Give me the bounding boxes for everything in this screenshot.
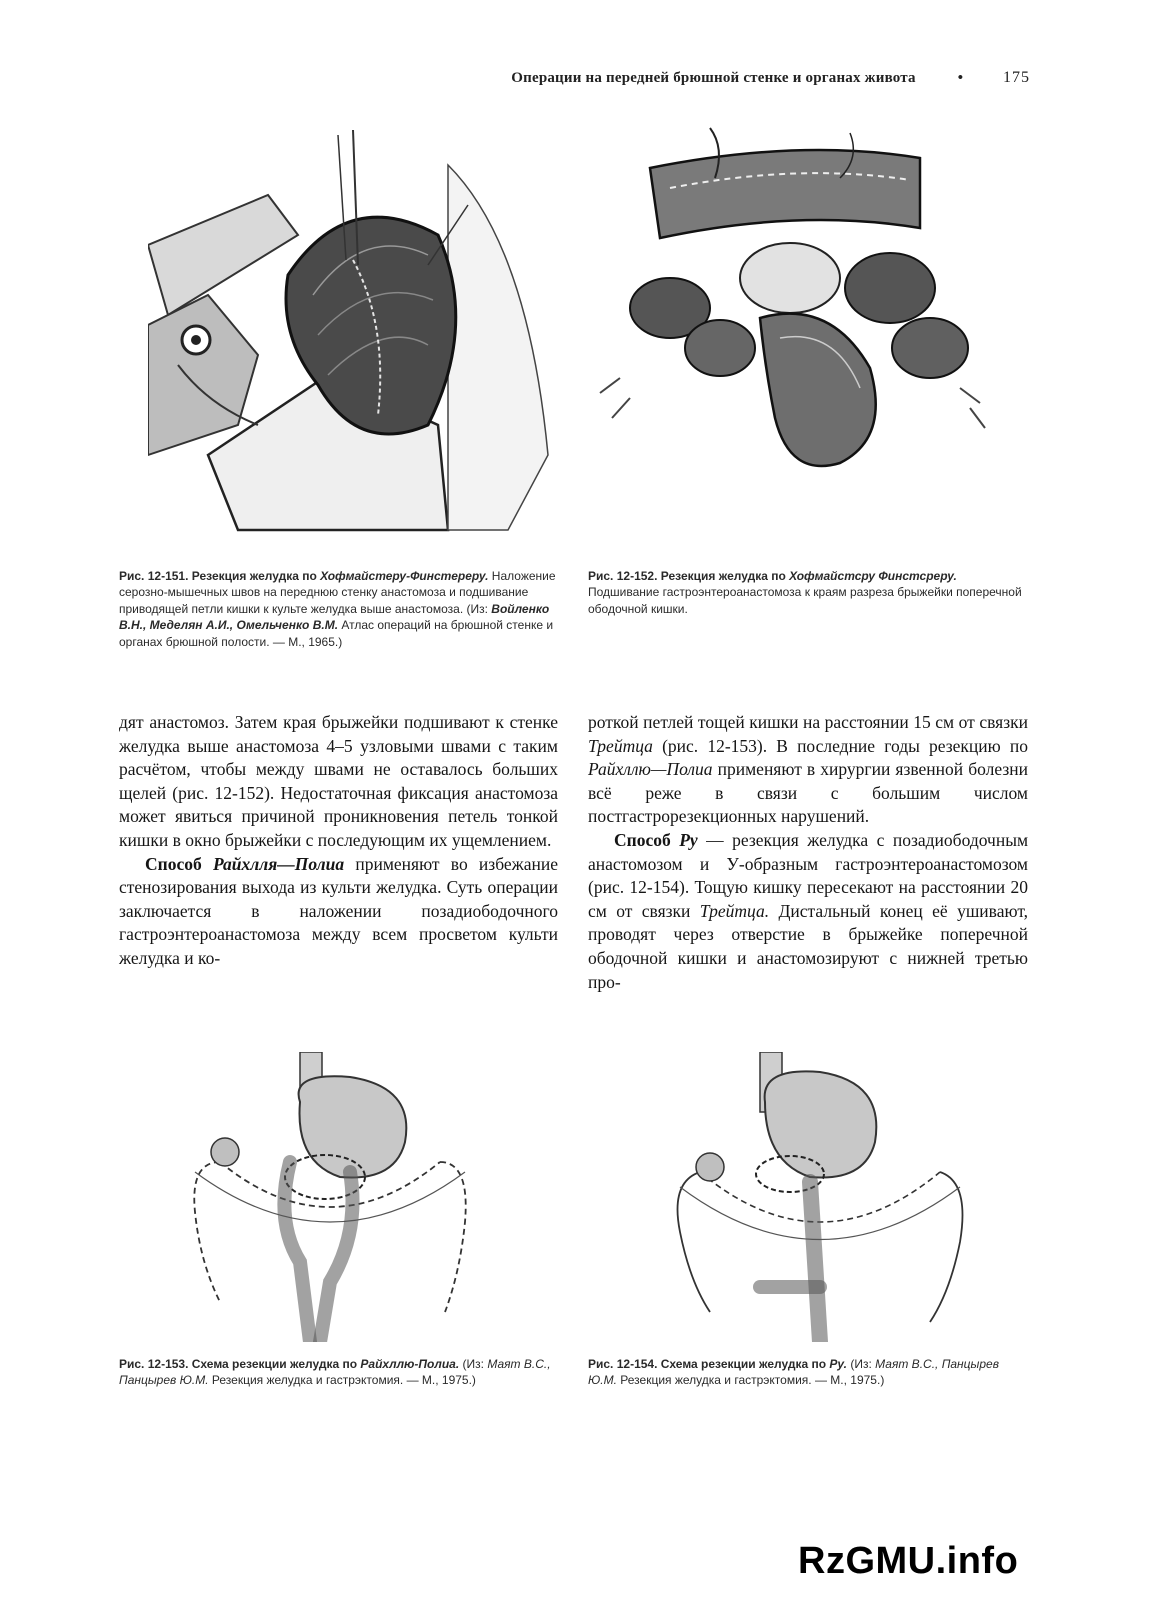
site-watermark: RzGMU.info [798, 1540, 1019, 1582]
caption-title: Резекция желудка по [191, 569, 317, 583]
caption-text: Подшивание гастроэнтероанастомоза к краям разреза брыжейки поперечной ободочной кишки. [588, 585, 1022, 616]
caption-text: (Из: [462, 1357, 484, 1371]
right-paragraph-1-text-a: роткой петлей тощей кишки на расстоянии 15 см от связки [588, 712, 1028, 732]
caption-title: Резекция желудка по [660, 569, 786, 583]
ligament-name: Трейтца. [699, 900, 770, 921]
caption-text-source: Резекция желудка и гастрэктомия. — М., 1975.) [211, 1373, 476, 1388]
method-lead: Способ [145, 853, 202, 874]
left-text-column [119, 711, 558, 971]
page-number: 175 [1003, 69, 1030, 86]
right-paragraph-2-text-a: — резекция желудка с позадиободочным анастомозом и У-образным гастроэнтероанастомозом (рис. 12-154). Тощую кишку пересекают на расстоянии 20 см от связки [588, 829, 1029, 921]
right-paragraph-2-text-b: Дистальный конец её ушивают, проводят через отверстие в брыжейке поперечной ободочной кишки и анастомозируют с нижней третью про- [588, 900, 1029, 992]
method-name-inline: Райхллю—Полиа [588, 759, 713, 780]
caption-title-italic: Хофмайстсру Финстсреру. [789, 569, 957, 583]
figure-12-151-illustration [148, 125, 558, 535]
right-text-column [588, 711, 1028, 994]
caption-title-italic: Хофмайстеру-Финстереру. [320, 569, 489, 583]
figure-12-154-diagram [670, 1052, 970, 1342]
method-lead: Способ [614, 829, 671, 850]
caption-title-italic: Ру. [829, 1357, 847, 1371]
figure-12-154-caption [588, 1356, 1028, 1389]
caption-title: Схема резекции желудка по [191, 1357, 358, 1371]
caption-label: Рис. 12-154. [588, 1357, 658, 1371]
right-paragraph-1 [588, 711, 1028, 829]
left-paragraph-1: дят анастомоз. Затем края брыжейки подшивают к стенке желудка выше анастомоза 4–5 узловыми швами с таким расчётом, чтобы между швами не оставалось больших щелей (рис. 12-152). Недостаточная фиксация анастомоза может явиться причиной проникновения петель тонкой кишки в окно брыжейки с последующим их ущемлением. [119, 712, 558, 850]
caption-text: Наложение серозно-мышечных швов на переднюю стенку анастомоза и подшивание приводящей петли кишки к культе желудка выше анастомоза. (Из: [119, 569, 556, 616]
ligament-name: Трейтца [588, 735, 653, 756]
right-paragraph-1-text-c: применяют в хирургии язвенной болезни всё реже в связи с большим числом постгастрорезекционных нарушений. [588, 759, 1028, 827]
caption-authors: Маят В.С., Панцырев Ю.М. [588, 1357, 999, 1388]
caption-label: Рис. 12-153. [119, 1357, 189, 1371]
caption-authors: Войленко В.Н., Меделян А.И., Омельченко В.М. [119, 601, 550, 633]
running-header-title: Операции на передней брюшной стенке и органах живота [511, 69, 916, 86]
right-paragraph-2 [588, 829, 1028, 994]
figure-12-152-illustration [590, 118, 1010, 498]
caption-title-italic: Райхллю-Полиа. [360, 1357, 460, 1371]
left-paragraph-2-text: применяют во избежание стенозирования выхода из культи желудка. Суть операции заключается в наложении позадиободочного гастроэнтероанастомоза между всем просветом культи желудка и ко- [119, 853, 558, 968]
left-paragraph-2 [119, 853, 558, 971]
caption-text: (Из: [850, 1357, 872, 1371]
header-bullet: • [957, 69, 963, 86]
method-name: Райхлля—Полиа [212, 853, 345, 874]
caption-text-source: Атлас операций на брюшной стенке и органах брюшной полости. — М., 1965.) [119, 618, 554, 649]
figure-12-153-diagram [180, 1052, 480, 1342]
running-header [430, 66, 1030, 90]
figure-12-152-caption [588, 568, 1028, 617]
caption-text-source: Резекция желудка и гастрэктомия. — М., 1975.) [620, 1373, 885, 1388]
caption-authors: Маят В.С., Панцырев Ю.М. [119, 1357, 551, 1388]
figure-12-151-caption [119, 568, 557, 650]
figure-12-153-caption [119, 1356, 559, 1389]
caption-label: Рис. 12-151. [119, 569, 189, 583]
caption-title: Схема резекции желудка по [660, 1357, 827, 1371]
caption-label: Рис. 12-152. [588, 569, 658, 583]
right-paragraph-1-text-b: (рис. 12-153). В последние годы резекцию по [662, 735, 1028, 756]
method-name: Ру [679, 829, 698, 850]
